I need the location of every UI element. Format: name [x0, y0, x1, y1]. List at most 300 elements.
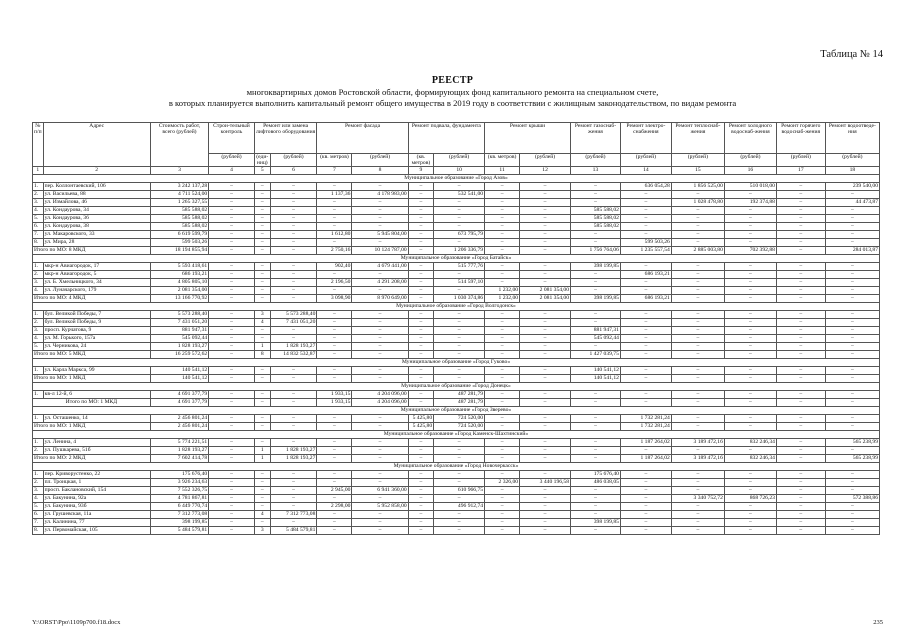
value-cell: – — [571, 391, 621, 399]
total-value-cell: – — [520, 399, 571, 407]
value-cell: – — [825, 391, 879, 399]
value-cell: 515 777,76 — [434, 263, 485, 271]
municipality-heading: Муниципальное образование «Город Гуково» — [33, 359, 880, 367]
total-value-cell: – — [317, 351, 352, 359]
total-value-cell: – — [434, 375, 485, 383]
value-cell: – — [571, 415, 621, 423]
row-number: 7. — [33, 519, 44, 527]
column-number: 14 — [620, 167, 671, 175]
unit-header: (рублей) — [825, 154, 879, 167]
value-cell: – — [352, 327, 408, 335]
value-cell: – — [825, 415, 879, 423]
value-cell: – — [825, 207, 879, 215]
value-cell: – — [254, 231, 270, 239]
address-cell: ул. Кондаурова, 34 — [43, 207, 150, 215]
unit-header: (рублей) — [620, 154, 671, 167]
municipality-heading: Муниципальное образование «Город Зверево» — [33, 407, 880, 415]
value-cell: – — [317, 527, 352, 535]
total-value-cell: – — [254, 375, 270, 383]
column-number: 11 — [485, 167, 520, 175]
table-row — [33, 487, 880, 495]
total-value-cell: 8 — [254, 351, 270, 359]
value-cell: – — [485, 343, 520, 351]
value-cell: – — [825, 511, 879, 519]
total-value-cell: – — [352, 351, 408, 359]
value-cell: – — [520, 471, 571, 479]
total-value-cell: – — [209, 295, 255, 303]
value-cell: 832 246,34 — [724, 439, 776, 447]
total-value-cell: 13 166 770,92 — [150, 295, 208, 303]
total-value-cell: – — [209, 247, 255, 255]
value-cell: – — [408, 447, 433, 455]
value-cell: 881 947,31 — [571, 327, 621, 335]
value-cell: – — [520, 327, 571, 335]
total-label: Итого по МО: 1 МКД — [33, 423, 151, 431]
value-cell: – — [209, 415, 255, 423]
value-cell: – — [485, 311, 520, 319]
value-cell: – — [270, 519, 317, 527]
header-address: Адрес — [43, 123, 150, 167]
value-cell: – — [352, 511, 408, 519]
value-cell: – — [408, 391, 433, 399]
value-cell: – — [485, 319, 520, 327]
value-cell: 4 805 805,10 — [150, 279, 208, 287]
value-cell: – — [408, 263, 433, 271]
value-cell: 585 588,02 — [150, 223, 208, 231]
value-cell: – — [776, 447, 825, 455]
value-cell: 610 966,75 — [434, 487, 485, 495]
total-value-cell: 7 602 414,78 — [150, 455, 208, 463]
unit-header: (рублей) — [724, 154, 776, 167]
address-cell: ул. Карла Маркса, 99 — [43, 367, 150, 375]
value-cell: 44 473,87 — [825, 199, 879, 207]
value-cell: – — [520, 415, 571, 423]
value-cell: 585 588,02 — [150, 207, 208, 215]
value-cell: – — [724, 271, 776, 279]
value-cell: – — [209, 263, 255, 271]
value-cell: – — [352, 447, 408, 455]
value-cell: – — [209, 319, 255, 327]
value-cell: – — [825, 471, 879, 479]
value-cell: – — [520, 239, 571, 247]
value-cell: – — [270, 287, 317, 295]
address-cell: пер. Коллонтаевский, 106 — [43, 183, 150, 191]
value-cell: – — [209, 439, 255, 447]
total-value-cell: 1 187 264,02 — [620, 455, 671, 463]
value-cell: – — [724, 327, 776, 335]
total-label: Итого по МО: 1 МКД — [33, 399, 151, 407]
total-value-cell: – — [485, 375, 520, 383]
address-cell: просп. Курчатова, 9 — [43, 327, 150, 335]
value-cell: – — [776, 415, 825, 423]
value-cell: – — [485, 439, 520, 447]
value-cell: – — [209, 207, 255, 215]
row-number: 2. — [33, 479, 44, 487]
value-cell: – — [408, 519, 433, 527]
value-cell: – — [408, 503, 433, 511]
value-cell: – — [671, 519, 724, 527]
value-cell: – — [620, 527, 671, 535]
total-row — [33, 455, 880, 463]
value-cell: – — [209, 311, 255, 319]
value-cell: – — [270, 223, 317, 231]
address-cell: ул. Грушевская, 11а — [43, 511, 150, 519]
address-cell: пл. Троицкая, 1 — [43, 479, 150, 487]
column-number: 6 — [270, 167, 317, 175]
value-cell: – — [825, 487, 879, 495]
value-cell: – — [620, 479, 671, 487]
value-cell: – — [352, 215, 408, 223]
table-row — [33, 311, 880, 319]
value-cell: 545 092,44 — [150, 335, 208, 343]
value-cell: 486 038,05 — [571, 479, 621, 487]
value-cell: 1 028 478,80 — [671, 199, 724, 207]
value-cell: – — [724, 311, 776, 319]
total-value-cell: – — [776, 295, 825, 303]
value-cell: – — [571, 311, 621, 319]
value-cell: – — [485, 503, 520, 511]
value-cell: – — [434, 207, 485, 215]
value-cell: – — [408, 239, 433, 247]
value-cell: – — [434, 319, 485, 327]
value-cell: – — [209, 287, 255, 295]
value-cell: – — [776, 215, 825, 223]
value-cell: – — [352, 311, 408, 319]
value-cell: 4 204 096,00 — [352, 391, 408, 399]
value-cell: – — [671, 487, 724, 495]
value-cell: – — [254, 215, 270, 223]
value-cell: – — [270, 415, 317, 423]
value-cell: – — [724, 367, 776, 375]
total-value-cell: 398 199,85 — [571, 295, 621, 303]
table-row — [33, 327, 880, 335]
row-number: 3. — [33, 279, 44, 287]
footer-file-path: Y:\ORST\Ppo\1109p700.f18.docx — [32, 619, 121, 626]
value-cell: – — [317, 239, 352, 247]
value-cell: – — [520, 223, 571, 231]
value-cell: – — [825, 279, 879, 287]
address-cell: ул. М. Горького, 157а — [43, 335, 150, 343]
total-value-cell: 1 828 193,27 — [270, 455, 317, 463]
value-cell: – — [434, 311, 485, 319]
value-cell: – — [724, 279, 776, 287]
value-cell: – — [520, 335, 571, 343]
total-value-cell: 2 885 003,80 — [671, 247, 724, 255]
value-cell: – — [776, 263, 825, 271]
value-cell: – — [671, 327, 724, 335]
value-cell: – — [825, 343, 879, 351]
total-value-cell: – — [724, 295, 776, 303]
value-cell: – — [671, 319, 724, 327]
value-cell: – — [209, 327, 255, 335]
value-cell: 7 552 326,75 — [150, 487, 208, 495]
value-cell: – — [270, 231, 317, 239]
value-cell: – — [485, 487, 520, 495]
total-value-cell: 1 235 557,54 — [620, 247, 671, 255]
value-cell: – — [352, 527, 408, 535]
value-cell: – — [408, 327, 433, 335]
unit-header: (рублей) — [776, 154, 825, 167]
value-cell: 5 484 579,81 — [270, 527, 317, 535]
value-cell: – — [408, 367, 433, 375]
total-value-cell: 2 750,16 — [317, 247, 352, 255]
value-cell: 2 456 801,24 — [150, 415, 208, 423]
value-cell: – — [724, 207, 776, 215]
value-cell: – — [254, 271, 270, 279]
value-cell: – — [520, 263, 571, 271]
value-cell: – — [270, 199, 317, 207]
value-cell: – — [254, 487, 270, 495]
value-cell: – — [571, 495, 621, 503]
value-cell: – — [352, 471, 408, 479]
address-cell: ул. Ленина, 4 — [43, 439, 150, 447]
value-cell: – — [776, 367, 825, 375]
header-facade: Ремонт фасада — [317, 123, 408, 154]
value-cell: – — [352, 223, 408, 231]
total-value-cell: – — [520, 375, 571, 383]
value-cell: – — [317, 207, 352, 215]
value-cell: – — [352, 207, 408, 215]
value-cell: – — [620, 215, 671, 223]
value-cell: – — [434, 215, 485, 223]
value-cell: – — [317, 335, 352, 343]
row-number: 1. — [33, 367, 44, 375]
value-cell: – — [254, 479, 270, 487]
value-cell: – — [825, 239, 879, 247]
value-cell: – — [270, 263, 317, 271]
value-cell: – — [352, 367, 408, 375]
value-cell: – — [724, 503, 776, 511]
value-cell: 902,40 — [317, 263, 352, 271]
value-cell: – — [485, 191, 520, 199]
row-number: 1. — [33, 183, 44, 191]
value-cell: – — [620, 311, 671, 319]
value-cell: – — [724, 319, 776, 327]
total-value-cell: – — [352, 455, 408, 463]
value-cell: – — [825, 527, 879, 535]
value-cell: – — [408, 231, 433, 239]
total-row — [33, 247, 880, 255]
value-cell: 487 281,79 — [434, 391, 485, 399]
total-value-cell: – — [270, 295, 317, 303]
value-cell: – — [776, 503, 825, 511]
total-value-cell: – — [317, 423, 352, 431]
value-cell: – — [671, 287, 724, 295]
value-cell: – — [485, 511, 520, 519]
total-value-cell: 686 193,21 — [620, 295, 671, 303]
value-cell: – — [209, 511, 255, 519]
address-cell: ул. Б. Хмельницкого, 34 — [43, 279, 150, 287]
value-cell: – — [270, 335, 317, 343]
value-cell: – — [520, 207, 571, 215]
total-value-cell: – — [776, 399, 825, 407]
value-cell: – — [270, 239, 317, 247]
total-value-cell: – — [485, 423, 520, 431]
value-cell: – — [671, 367, 724, 375]
total-label: Итого по МО: 2 МКД — [33, 455, 151, 463]
value-cell: 1 — [254, 447, 270, 455]
total-value-cell: – — [620, 399, 671, 407]
header-roof: Ремонт крыши — [485, 123, 571, 154]
value-cell: 140 541,12 — [150, 367, 208, 375]
total-value-cell: – — [485, 399, 520, 407]
value-cell: – — [209, 495, 255, 503]
value-cell: – — [352, 335, 408, 343]
table-row — [33, 199, 880, 207]
value-cell: – — [209, 479, 255, 487]
total-value-cell: 1 933,15 — [317, 399, 352, 407]
total-value-cell: 5 425,80 — [408, 423, 433, 431]
value-cell: 1 828 193,27 — [270, 447, 317, 455]
value-cell: – — [571, 183, 621, 191]
total-value-cell: – — [520, 351, 571, 359]
table-row — [33, 335, 880, 343]
header-basement: Ремонт подвала, фундамента — [408, 123, 484, 154]
value-cell: 4 781 867,81 — [150, 495, 208, 503]
value-cell: 3 926 234,63 — [150, 479, 208, 487]
table-number: Таблица № 14 — [820, 49, 883, 60]
total-value-cell: 1 — [254, 455, 270, 463]
value-cell: – — [724, 527, 776, 535]
total-value-cell: – — [520, 423, 571, 431]
value-cell: – — [434, 471, 485, 479]
value-cell: – — [724, 223, 776, 231]
value-cell: 1 612,80 — [317, 231, 352, 239]
value-cell: – — [520, 519, 571, 527]
value-cell: – — [776, 479, 825, 487]
row-number: 1. — [33, 263, 44, 271]
value-cell: – — [270, 271, 317, 279]
value-cell: – — [776, 207, 825, 215]
value-cell: – — [209, 503, 255, 511]
value-cell: – — [434, 367, 485, 375]
column-number: 2 — [43, 167, 150, 175]
value-cell: – — [671, 207, 724, 215]
value-cell: 1 933,15 — [317, 391, 352, 399]
total-value-cell: – — [571, 399, 621, 407]
value-cell: – — [571, 487, 621, 495]
row-number: 4. — [33, 495, 44, 503]
value-cell: – — [434, 287, 485, 295]
value-cell: – — [724, 239, 776, 247]
value-cell: – — [317, 199, 352, 207]
value-cell: – — [485, 519, 520, 527]
total-value-cell: 565 238,99 — [825, 455, 879, 463]
total-value-cell: 832 246,34 — [724, 455, 776, 463]
address-cell: ул. Васильева, 88 — [43, 191, 150, 199]
total-value-cell: – — [671, 375, 724, 383]
row-number: 4. — [33, 287, 44, 295]
value-cell: 496 912,74 — [434, 503, 485, 511]
value-cell: – — [825, 519, 879, 527]
value-cell: 599 503,26 — [620, 239, 671, 247]
value-cell: – — [254, 367, 270, 375]
value-cell: – — [520, 343, 571, 351]
value-cell: – — [254, 391, 270, 399]
value-cell: – — [724, 479, 776, 487]
unit-header: (рублей) — [352, 154, 408, 167]
value-cell: – — [352, 519, 408, 527]
value-cell: – — [485, 471, 520, 479]
address-cell: ул. Пушкарева, 51б — [43, 447, 150, 455]
table-row — [33, 215, 880, 223]
value-cell: 1 265 327,55 — [150, 199, 208, 207]
total-value-cell: 8 970 649,00 — [352, 295, 408, 303]
municipality-heading: Муниципальное образование «Город Азов» — [33, 175, 880, 183]
value-cell: – — [254, 335, 270, 343]
value-cell: – — [434, 327, 485, 335]
value-cell: – — [408, 495, 433, 503]
value-cell: – — [317, 311, 352, 319]
value-cell: – — [270, 495, 317, 503]
table-row — [33, 503, 880, 511]
value-cell: – — [209, 519, 255, 527]
value-cell: – — [209, 191, 255, 199]
value-cell: – — [825, 503, 879, 511]
value-cell: – — [485, 495, 520, 503]
section-row — [33, 255, 880, 263]
total-value-cell: – — [671, 423, 724, 431]
table-row — [33, 223, 880, 231]
value-cell: – — [620, 391, 671, 399]
value-cell: – — [571, 287, 621, 295]
value-cell: – — [270, 391, 317, 399]
row-number: 5. — [33, 215, 44, 223]
unit-header: (кв. метров) — [408, 154, 433, 167]
value-cell: – — [270, 487, 317, 495]
value-cell: – — [254, 207, 270, 215]
value-cell: – — [571, 439, 621, 447]
value-cell: 686 193,21 — [620, 271, 671, 279]
value-cell: – — [825, 311, 879, 319]
value-cell: – — [317, 447, 352, 455]
value-cell: – — [209, 271, 255, 279]
value-cell: – — [408, 343, 433, 351]
total-value-cell: – — [825, 351, 879, 359]
value-cell: 1 828 193,27 — [150, 343, 208, 351]
value-cell: – — [408, 191, 433, 199]
value-cell: – — [317, 479, 352, 487]
total-value-cell: 4 691 377,79 — [150, 399, 208, 407]
value-cell: – — [485, 263, 520, 271]
row-number: 1. — [33, 471, 44, 479]
value-cell: – — [434, 495, 485, 503]
total-value-cell: – — [270, 399, 317, 407]
value-cell: 4 178 983,00 — [352, 191, 408, 199]
value-cell: – — [776, 471, 825, 479]
value-cell: 2 298,00 — [317, 503, 352, 511]
value-cell: – — [825, 319, 879, 327]
value-cell: – — [571, 239, 621, 247]
value-cell: – — [408, 511, 433, 519]
value-cell: – — [254, 439, 270, 447]
value-cell: – — [317, 519, 352, 527]
value-cell: 140 541,12 — [571, 367, 621, 375]
total-value-cell: – — [408, 351, 433, 359]
value-cell: 1 232,00 — [485, 287, 520, 295]
value-cell: – — [434, 223, 485, 231]
total-value-cell: – — [724, 399, 776, 407]
value-cell: – — [671, 415, 724, 423]
value-cell: – — [485, 327, 520, 335]
value-cell: – — [408, 439, 433, 447]
value-cell: – — [671, 263, 724, 271]
total-value-cell: 140 541,12 — [571, 375, 621, 383]
value-cell: – — [776, 511, 825, 519]
header-total-cost: Стоимость работ, всего (рублей) — [150, 123, 208, 167]
total-value-cell: – — [776, 423, 825, 431]
address-cell: ул. Измайлова, 46 — [43, 199, 150, 207]
